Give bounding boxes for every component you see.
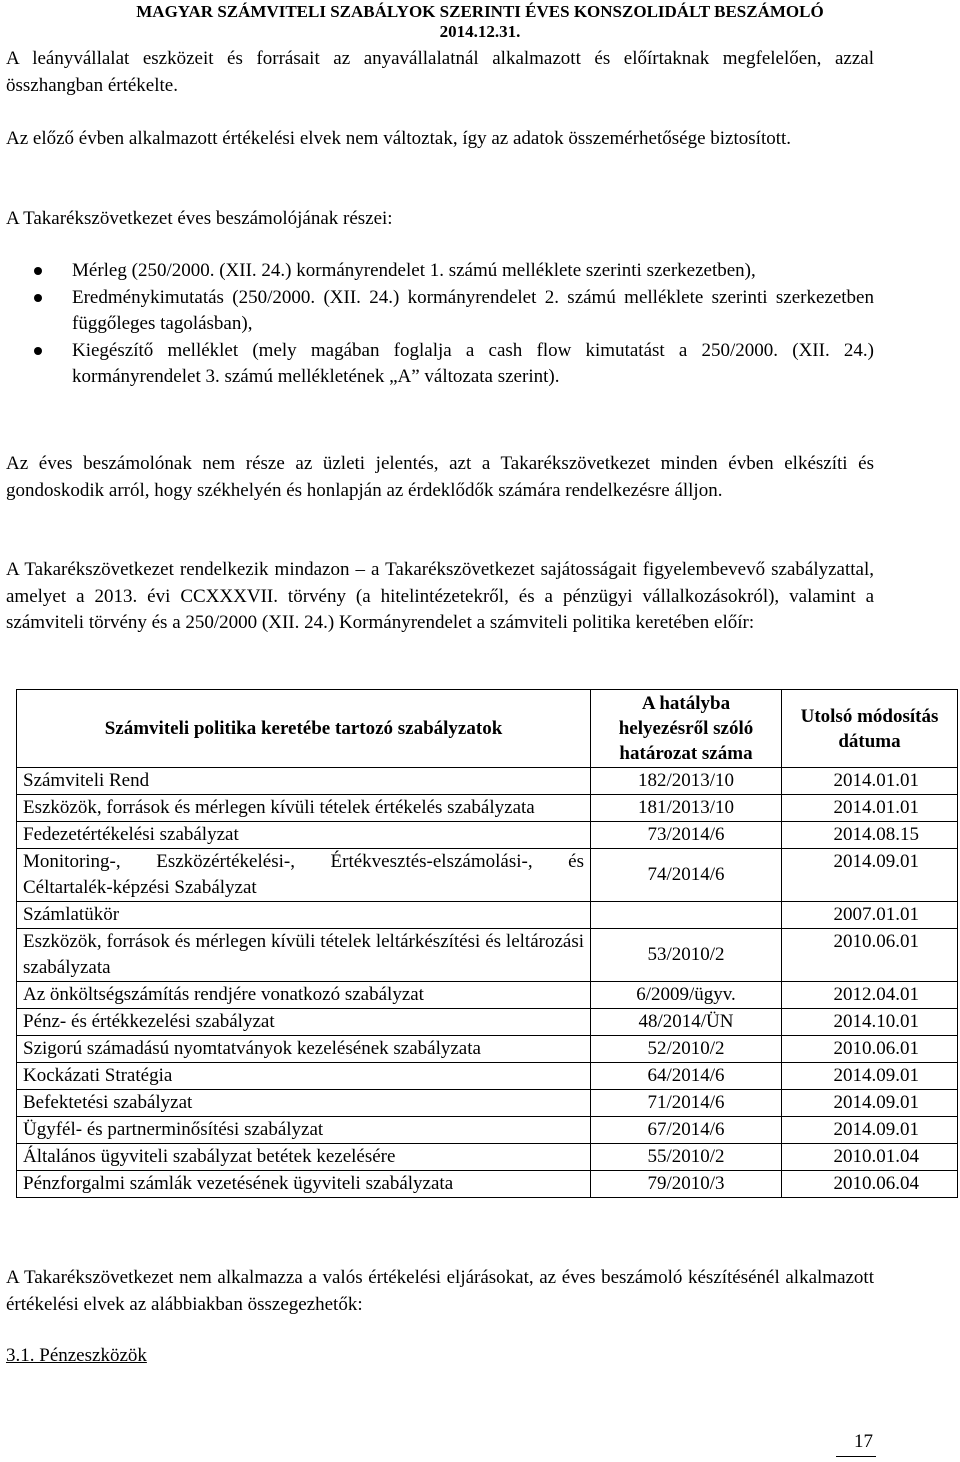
resolution-number: 73/2014/6: [591, 822, 782, 849]
regulation-name: Szigorú számadású nyomtatványok kezelésének szabályzata: [17, 1036, 591, 1063]
regulation-name: Eszközök, források és mérlegen kívüli tételek értékelés szabályzata: [17, 795, 591, 822]
table-row: [17, 1144, 958, 1171]
resolution-number: 79/2010/3: [591, 1171, 782, 1198]
report-parts-list: [0, 258, 874, 391]
modification-date: 2012.04.01: [782, 982, 958, 1009]
paragraph-report-parts-intro: A Takarékszövetkezet éves beszámolójának részei:: [6, 208, 393, 229]
resolution-number: 64/2014/6: [591, 1063, 782, 1090]
table-header-row: [17, 690, 958, 768]
table-row: [17, 902, 958, 929]
resolution-number: 67/2014/6: [591, 1117, 782, 1144]
modification-date: 2014.10.01: [782, 1009, 958, 1036]
modification-date: 2014.09.01: [782, 1117, 958, 1144]
table-row: [17, 1036, 958, 1063]
regulation-name: Fedezetértékelési szabályzat: [17, 822, 591, 849]
table-row: [17, 768, 958, 795]
modification-date: 2014.09.01: [782, 849, 958, 902]
header-date: 2014.12.31.: [439, 22, 521, 41]
resolution-number: 182/2013/10: [591, 768, 782, 795]
table-row: [17, 1009, 958, 1036]
modification-date: 2010.06.01: [782, 1036, 958, 1063]
header-title: MAGYAR SZÁMVITELI SZABÁLYOK SZERINTI ÉVES KONSZOLIDÁLT BESZÁMOLÓ: [136, 2, 824, 21]
regulation-name: Az önköltségszámítás rendjére vonatkozó szabályzat: [17, 982, 591, 1009]
bullet-icon: [34, 267, 42, 275]
resolution-number: 74/2014/6: [591, 849, 782, 902]
column-header-resolution-number: A hatályba helyezésről szóló határozat száma: [591, 690, 782, 768]
column-header-last-modified: Utolsó módosítás dátuma: [782, 690, 958, 768]
table-row: [17, 1063, 958, 1090]
regulation-name: Eszközök, források és mérlegen kívüli tételek leltárkészítési és leltározási szabályzata: [17, 929, 591, 982]
resolution-number: 71/2014/6: [591, 1090, 782, 1117]
table-row: [17, 1171, 958, 1198]
resolution-number: 53/2010/2: [591, 929, 782, 982]
page-number: 17: [854, 1431, 873, 1452]
modification-date: 2014.09.01: [782, 1063, 958, 1090]
table-row: [17, 822, 958, 849]
bullet-icon: [34, 294, 42, 302]
regulation-name: Kockázati Stratégia: [17, 1063, 591, 1090]
modification-date: 2014.08.15: [782, 822, 958, 849]
list-item-text: Mérleg (250/2000. (XII. 24.) kormányrendelet 1. számú melléklete szerinti szerkezetben),: [72, 260, 756, 281]
table-row: [17, 795, 958, 822]
regulation-name: Pénz- és értékkezelési szabályzat: [17, 1009, 591, 1036]
resolution-number: 52/2010/2: [591, 1036, 782, 1063]
paragraph-valuation-summary: A Takarékszövetkezet nem alkalmazza a valós értékelési eljárásokat, az éves beszámoló készítésénél alkalmazott értékelési elvek az alábbiakban összegezhetők:: [6, 1267, 874, 1315]
resolution-number: [591, 902, 782, 929]
list-item: [0, 258, 874, 285]
table-row: [17, 1117, 958, 1144]
paragraph-valuation-principles: Az előző évben alkalmazott értékelési elvek nem változtak, így az adatok összemérhetősége biztosított.: [6, 128, 792, 149]
modification-date: 2007.01.01: [782, 902, 958, 929]
list-item: [0, 285, 874, 338]
regulation-name: Pénzforgalmi számlák vezetésének ügyviteli szabályzata: [17, 1171, 591, 1198]
table-row: [17, 929, 958, 982]
accounting-policy-table: [16, 689, 958, 1198]
modification-date: 2014.01.01: [782, 795, 958, 822]
paragraph-business-report: Az éves beszámolónak nem része az üzleti jelentés, azt a Takarékszövetkezet minden évben elkészíti és gondoskodik arról, hogy székhelyén és honlapján az érdeklődők számára rendelkezésre álljon.: [6, 453, 874, 501]
regulation-name: Számlatükör: [17, 902, 591, 929]
modification-date: 2010.06.04: [782, 1171, 958, 1198]
list-item: [0, 338, 874, 391]
modification-date: 2014.01.01: [782, 768, 958, 795]
regulation-name: Monitoring-, Eszközértékelési-, Értékvesztés-elszámolási-, és Céltartalék-képzési Szabályzat: [17, 849, 591, 902]
footer-divider: [836, 1456, 876, 1457]
resolution-number: 55/2010/2: [591, 1144, 782, 1171]
table-row: [17, 1090, 958, 1117]
section-heading: 3.1. Pénzeszközök: [6, 1345, 147, 1366]
bullet-icon: [34, 347, 42, 355]
modification-date: 2014.09.01: [782, 1090, 958, 1117]
list-item-text: Kiegészítő melléklet (mely magában foglalja a cash flow kimutatást a 250/2000. (XII. 24.) kormányrendelet 3. számú mellékletének „A” változata szerint).: [72, 339, 874, 387]
modification-date: 2010.06.01: [782, 929, 958, 982]
regulation-name: Általános ügyviteli szabályzat betétek kezelésére: [17, 1144, 591, 1171]
regulation-name: Számviteli Rend: [17, 768, 591, 795]
table-row: [17, 849, 958, 902]
paragraph-subsidiary-valuation: A leányvállalat eszközeit és forrásait az anyavállalatnál alkalmazott és előírtaknak megfelelően, azzal összhangban értékelte.: [6, 48, 874, 96]
column-header-regulation: Számviteli politika keretébe tartozó szabályzatok: [17, 690, 591, 768]
resolution-number: 181/2013/10: [591, 795, 782, 822]
modification-date: 2010.01.04: [782, 1144, 958, 1171]
paragraph-regulations-intro: A Takarékszövetkezet rendelkezik mindazon – a Takarékszövetkezet sajátosságait figyelembevevő szabályzattal, amelyet a 2013. évi CCXXXVII. törvény (a hitelintézetekről, és a pénzügyi vállalkozásokról), valamint a számviteli törvény és a 250/2000 (XII. 24.) Kormányrendelet a számviteli politika keretében előír:: [6, 559, 874, 633]
resolution-number: 48/2014/ÜN: [591, 1009, 782, 1036]
regulation-name: Ügyfél- és partnerminősítési szabályzat: [17, 1117, 591, 1144]
resolution-number: 6/2009/ügyv.: [591, 982, 782, 1009]
table-row: [17, 982, 958, 1009]
regulation-name: Befektetési szabályzat: [17, 1090, 591, 1117]
list-item-text: Eredménykimutatás (250/2000. (XII. 24.) kormányrendelet 2. számú melléklete szerinti szerkezetben függőleges tagolásban),: [72, 286, 874, 334]
